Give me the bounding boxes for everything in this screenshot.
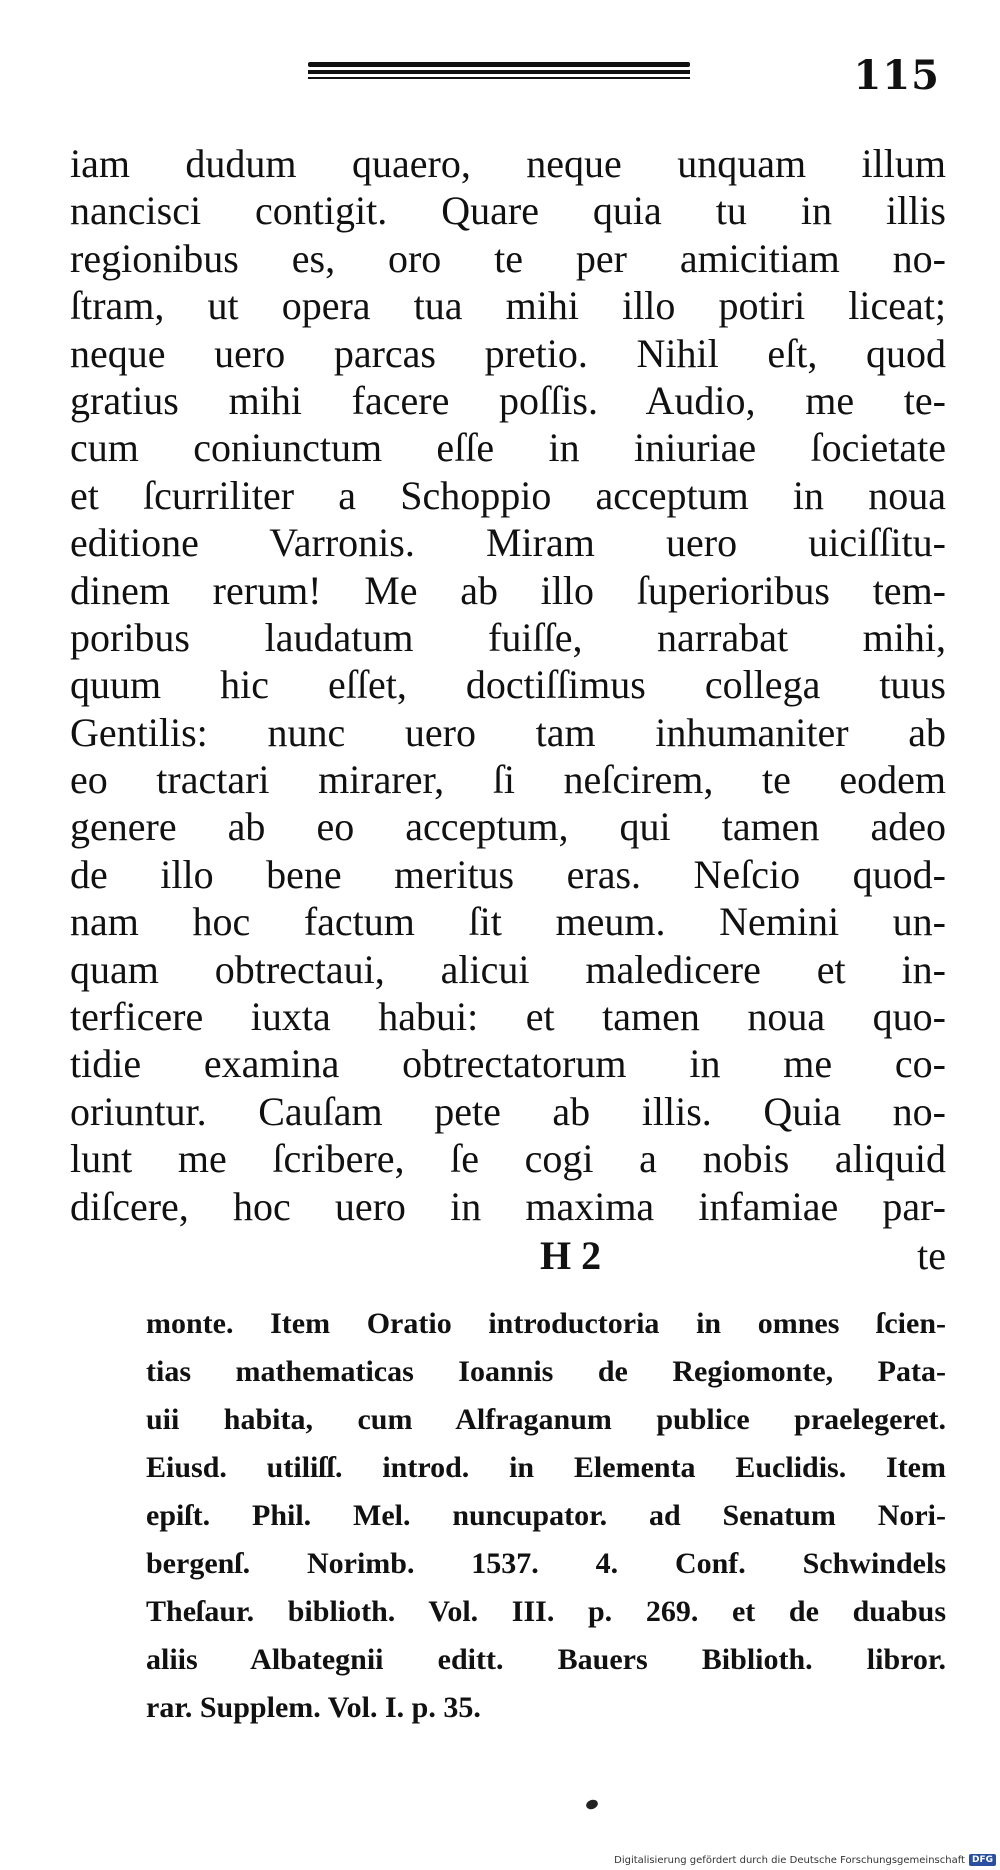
text-line: et ſcurriliter a Schoppio acceptum in noua bbox=[70, 472, 946, 518]
page-number: 115 bbox=[853, 52, 940, 99]
text-line: editione Varronis. Miram uero uiciſſitu- bbox=[70, 520, 946, 566]
text-line: Gentilis: nunc uero tam inhumaniter ab bbox=[70, 709, 946, 755]
signature-row bbox=[70, 1232, 946, 1282]
text-line: eo tractari mirarer, ſi neſcirem, te eodem bbox=[70, 757, 946, 803]
footnote-line: rar. Supplem. Vol. I. p. 35. bbox=[146, 1691, 481, 1724]
text-line: neque uero parcas pretio. Nihil eſt, quod bbox=[70, 330, 946, 376]
text-line: gratius mihi facere poſſis. Audio, me te- bbox=[70, 377, 946, 423]
text-line: diſcere, hoc uero in maxima infamiae par- bbox=[70, 1183, 946, 1229]
footnote-line: Eiusd. utiliſſ. introd. in Elementa Euclidis. Item bbox=[146, 1451, 946, 1484]
text-line: quum hic eſſet, doctiſſimus collega tuus bbox=[70, 662, 946, 708]
text-line: de illo bene meritus eras. Neſcio quod- bbox=[70, 851, 946, 897]
text-line: lunt me ſcribere, ſe cogi a nobis aliquid bbox=[70, 1136, 946, 1182]
footnote-line: tias mathematicas Ioannis de Regiomonte, Pata- bbox=[146, 1355, 946, 1388]
rule-bar bbox=[308, 77, 690, 79]
footnote-line: uii habita, cum Alfraganum publice praelegeret. bbox=[146, 1403, 946, 1436]
footnote-line: epiſt. Phil. Mel. nuncupator. ad Senatum Nori- bbox=[146, 1499, 946, 1532]
text-line: nancisci contigit. Quare quia tu in illis bbox=[70, 188, 946, 234]
text-line: nam hoc factum ſit meum. Nemini un- bbox=[70, 899, 946, 945]
digitization-credit bbox=[614, 1854, 996, 1866]
rule-bar bbox=[308, 70, 690, 74]
text-line: iam dudum quaero, neque unquam illum bbox=[70, 141, 946, 186]
footnote-line: aliis Albategnii editt. Bauers Biblioth. libror. bbox=[146, 1643, 946, 1676]
ornament-dot bbox=[585, 1798, 599, 1811]
text-line: tidie examina obtrectatorum in me co- bbox=[70, 1041, 946, 1087]
text-line: ſtram, ut opera tua mihi illo potiri liceat; bbox=[70, 283, 946, 329]
footnote-line: monte. Item Oratio introductoria in omnes ſcien- bbox=[146, 1307, 946, 1340]
main-text-block bbox=[70, 140, 946, 1230]
header-rule bbox=[308, 58, 690, 82]
footnote-line: bergenſ. Norimb. 1537. 4. Conf. Schwindels bbox=[146, 1547, 946, 1580]
text-line: dinem rerum! Me ab illo ſuperioribus tem- bbox=[70, 567, 946, 613]
text-line: quam obtrectaui, alicui maledicere et in- bbox=[70, 946, 946, 992]
text-line: terficere iuxta habui: et tamen noua quo- bbox=[70, 994, 946, 1040]
signature-mark: H 2 bbox=[540, 1233, 602, 1278]
text-line: genere ab eo acceptum, qui tamen adeo bbox=[70, 804, 946, 850]
text-line: regionibus es, oro te per amicitiam no- bbox=[70, 235, 946, 281]
text-line: oriuntur. Cauſam pete ab illis. Quia no- bbox=[70, 1088, 946, 1134]
text-line: cum coniunctum eſſe in iniuriae ſocietate bbox=[70, 425, 946, 471]
footnote-line: Theſaur. biblioth. Vol. III. p. 269. et de duabus bbox=[146, 1595, 946, 1628]
footnote-block bbox=[146, 1300, 946, 1732]
dfg-logo-icon: DFG bbox=[969, 1854, 996, 1866]
rule-bar bbox=[308, 62, 690, 67]
text-line: poribus laudatum fuiſſe, narrabat mihi, bbox=[70, 614, 946, 660]
catchword: te bbox=[917, 1233, 946, 1278]
credit-text: Digitalisierung gefördert durch die Deutsche Forschungsgemeinschaft bbox=[614, 1854, 965, 1866]
